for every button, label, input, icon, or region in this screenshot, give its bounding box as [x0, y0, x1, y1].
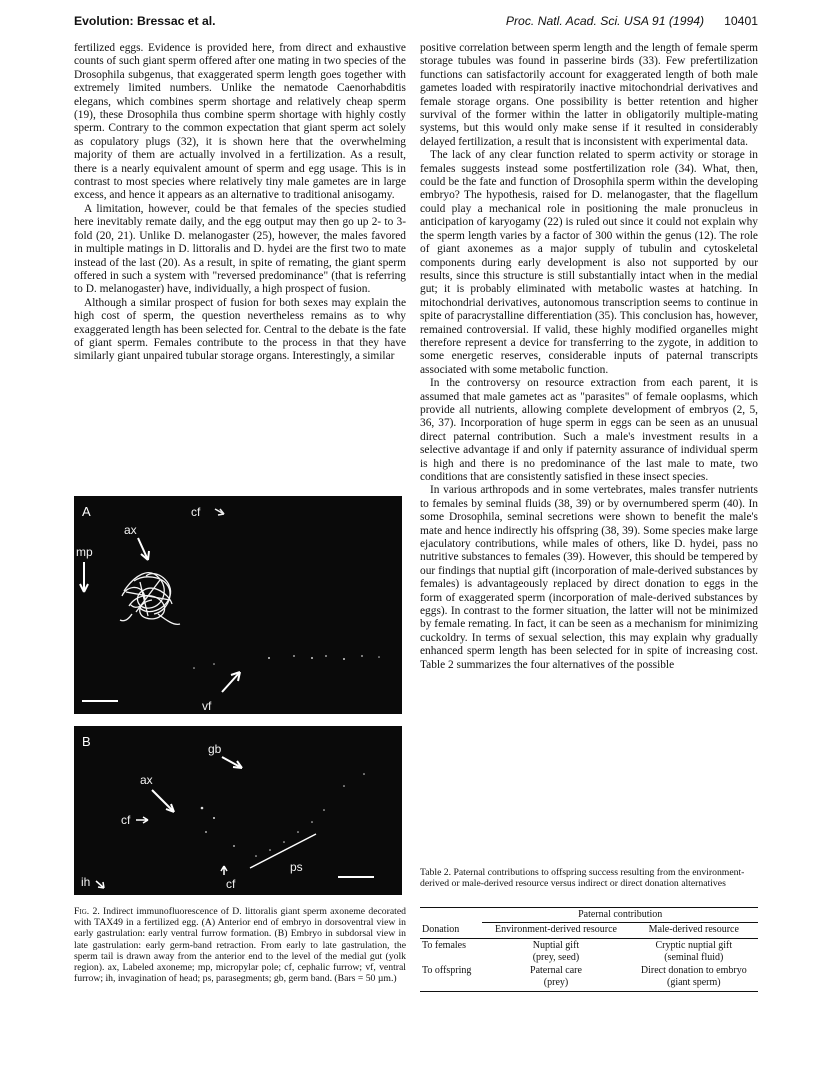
cell-sub: (seminal fluid) — [664, 951, 724, 963]
table-cell — [630, 964, 758, 992]
table-group-header: Paternal contribution — [482, 908, 758, 923]
paragraph: In various arthropods and in some vertebrates, males transfer nutrients to females by seminal fluids (38, 39) or by overnumbered sperm (40). In some Drosophila, seminal secretions were shown to benefit the male's mate and hence indirectly his offspring (38, 39). Some species make large ejaculatory contributions, while males of others, like D. hydei, pass no nutritive substances to females (39). However, this should be tempered by our findings that nuptial gift (incorporation of male-derived substances by females) is advantageously replaced by direct donation to eggs in the form of exaggerated sperm (incorporation of male-derived substances by eggs). In contrast to the former situation, the latter will not be minimized by female remating. In fact, it can be seen as a mechanism for minimizing cuckoldry. In terms of sexual selection, this may explain why gradually enhanced sperm length has been selected for in spite of increasing cost. Table 2 summarizes the four alternatives of the possible — [420, 484, 758, 671]
journal-name: Proc. Natl. Acad. Sci. USA 91 (1994) — [505, 14, 705, 28]
paragraph: The lack of any clear function related to sperm activity or storage in females suggests instead some postfertilization role (34). What, then, could be the fate and function of Drosophila sperm within the developing embryo? The hypothesis, raised for D. melanogaster, that the flagellum could play a mechanical role in positioning the male pronucleus in anticipation of karyogamy (22) is ruled out since it could not explain why the sperm length varies by a factor of 300 within the genus (12). The role of giant axonemes as a major supply of tubulin and cytoskeletal components during early development is also not supported by our results, since this structure is still substantially intact when in the medial gut; it is probably eliminated with metabolic wastes at hatching. In mitochondrial derivatives, autonomous transcription seems to continue in spite of paracrystalline differentiation (35). This conclusion has, however, remained controversial. If valid, these highly modified organelles might therefore represent a device for transferring to the zygote, in addition to some energetic reserves, considerable inputs of paternal transcripts associated with some metabolic function. — [420, 149, 758, 376]
cell-main: Direct donation to embryo — [640, 965, 747, 976]
figure-caption-label: Fig. 2. — [74, 906, 100, 917]
journal-citation — [506, 14, 758, 28]
scale-bar — [338, 876, 374, 878]
speckles — [201, 773, 365, 857]
table-header-donation: Donation — [420, 922, 482, 939]
figure-caption — [74, 906, 406, 984]
paragraph: Although a similar prospect of fusion for both sexes may explain the high cost of sperm, the question nevertheless remains as to why exaggerated length has been selected for. Central to the debate is the fate of giant sperm. Females contribute to the process in that they have similarly giant unpaired tubular storage organs. Interestingly, a similar — [74, 296, 406, 363]
left-column — [74, 42, 406, 364]
page-number: 10401 — [724, 14, 758, 28]
table-cell: To offspring — [420, 964, 482, 992]
label-cf: cf — [191, 505, 201, 519]
label-mp: mp — [76, 545, 93, 559]
table-cell — [482, 939, 629, 965]
label-gb: gb — [208, 742, 222, 756]
figure-panel-a — [74, 496, 402, 714]
cell-main: Cryptic nuptial gift — [655, 940, 733, 951]
label-cf-bottom: cf — [226, 877, 236, 891]
table-row — [420, 964, 758, 992]
axoneme-tangle — [120, 573, 180, 625]
paragraph: In the controversy on resource extraction from each parent, it is assumed that male gametes act as "parasites" of female ooplasms, which provide all nutrients, allowing complete development of embryos (2, 5, 36, 37). Incorporation of huge sperm in eggs can be seen as an unusual direct paternal contribution. Such a male's investment results in a selective advantage if and only if paternity assurance of individual sperm is high and there is no predominance of the last male to mate, two conditions that are consistently satisfied in these insect species. — [420, 377, 758, 483]
table-row — [420, 939, 758, 965]
table-cell — [630, 939, 758, 965]
paragraph: A limitation, however, could be that females of the species studied here inevitably remate daily, and the egg output may then go up 2- to 3-fold (20, 21). Unlike D. melanogaster (25), however, the males favored in multiple matings in D. littoralis and D. hydei are the first two to mate instead of the last (20). As a result, in spite of remating, the giant sperm offered in such a system with "reversed predominance" (that is referring to D. melanogaster) have, individually, a high prospect of fusion. — [74, 202, 406, 296]
table-header-male: Male-derived resource — [630, 922, 758, 939]
paragraph: fertilized eggs. Evidence is provided here, from direct and exhaustive counts of such giant sperm offered after one mating in two species of the Drosophila subgenus, that exaggerated sperm length goes together with extremely limited numbers. Unlike the nematode Caenorhabditis elegans, which combines sperm shortage and relatively cheap sperm (19), these Drosophila thus combine sperm shortage with highly costly sperm. Contrary to the common expectation that giant sperm act solely as copulatory plugs (32), it is shown here that the overwhelming majority of them are actually involved in a fertilization. As a result, there is a nearly equivalent amount of sperm and egg usage. This is in contrast to most species where relatively tiny male gametes are in large excess, and hence it appears as an alternative to traditional anisogamy. — [74, 42, 406, 202]
running-header — [74, 14, 758, 32]
label-cf-left: cf — [121, 813, 131, 827]
table-caption: Table 2. Paternal contributions to offspring success resulting from the environment-derived or male-derived resource versus indirect or direct donation alternatives — [420, 867, 745, 890]
cell-main: Nuptial gift — [532, 940, 580, 951]
label-ih: ih — [81, 875, 91, 889]
cell-main: Paternal care — [530, 965, 582, 976]
cell-sub: (giant sperm) — [667, 976, 721, 988]
right-column — [420, 42, 758, 672]
paragraph: positive correlation between sperm length and the length of female sperm storage tubules was found in passerine birds (33). Few prefertilization functions can satisfactorily account for exaggerated length of both male gametes loaded with respiratorily inactive mitochondrial derivatives and female storage organs. One possibility is better retention and higher survival of the former within the latter in obligatorily multiple-mating systems, but this would only make sense if it resulted in considerably delayed fertilization, a result that is inconsistent with experimental data. — [420, 42, 758, 148]
label-ps: ps — [290, 860, 303, 874]
figure-caption-text: Indirect immunofluorescence of D. littoralis giant sperm axoneme decorated with TAX49 in a fertilized egg. (A) Anterior end of embryo in dorsoventral view in early gastrulation: early ventral furrow formation. (B) Embryo in subdorsal view in late gastrulation: early germ-band retraction. From early to late gastrulation, the sperm tail is drawn away from the anterior end to the level of the medial gut (yolk region). ax, Labeled axoneme; mp, micropylar pole; cf, cephalic furrow; vf, ventral furrow; ih, invagination of head; ps, parasegments; gb, germ band. (Bars = 50 µm.) — [74, 906, 407, 985]
label-ax: ax — [124, 523, 137, 537]
table-cell: To females — [422, 940, 467, 951]
label-ax: ax — [140, 773, 153, 787]
cell-sub: (prey, seed) — [532, 951, 580, 963]
speckles — [193, 655, 380, 669]
figure-panel-b — [74, 726, 402, 895]
panel-letter: A — [82, 504, 91, 519]
table-cell — [482, 964, 629, 992]
micrograph-a — [74, 496, 402, 714]
cell-sub: (prey) — [543, 976, 569, 988]
panel-letter: B — [82, 734, 91, 749]
table-header-env: Environment-derived resource — [482, 922, 629, 939]
label-vf: vf — [202, 699, 212, 713]
table-2 — [420, 907, 758, 992]
running-title: Evolution: Bressac et al. — [74, 14, 216, 28]
parasegment-line — [250, 834, 316, 868]
scale-bar — [82, 700, 118, 702]
micrograph-b — [74, 726, 402, 895]
